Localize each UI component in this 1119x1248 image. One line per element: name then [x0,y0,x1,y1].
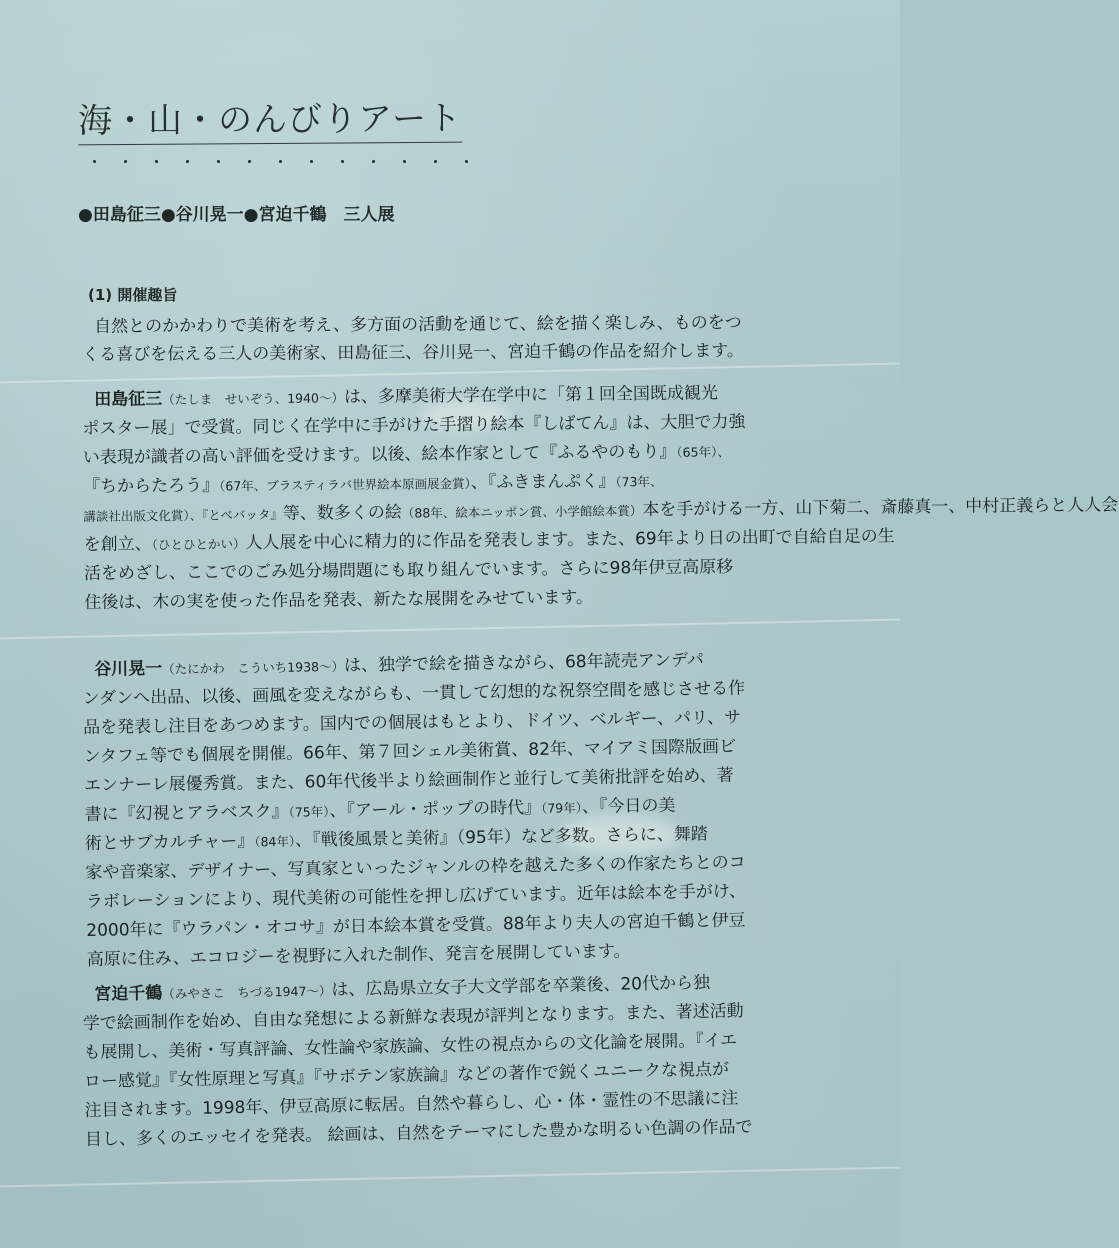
text-line: 学で絵画制作を始め、自由な発想による新鮮な表現が評判となります。また、著述活動 [82,1001,744,1034]
artist-reading: （たしま せいぞう、1940〜） [162,390,345,408]
text-line: 自然とのかかわりで美術を考え、多方面の活動を通じて、絵を描く楽しみ、ものをつ [94,312,742,337]
decorative-dots: ・・・・・・・・・・・・・ [86,153,489,173]
text-line: 高原に住み、エコロジーを視野に入れた制作、発言を展開しています。 [86,941,631,970]
section-heading: (1) 開催趣旨 [88,286,178,304]
text-line: を創立、（ひとひとかい）人人展を中心に精力的に作品を発表します。また、69年より日の出町で自給自足の生 [83,526,895,555]
text-line: 品を発表し注目をあつめます。国内での個展はもとより、ドイツ、ベルギー、パリ、サ [82,707,742,738]
text-line: 注目されます。1998年、伊豆高原に転居。自然や暮らし、心・体・霊性の不思議に注 [84,1088,739,1121]
text-line: ンダンへ出品、以後、画風を変えながらも、一貫して幻想的な祝祭空間を感じさせる作 [82,678,746,709]
artist-name: 田島征三 [94,389,163,410]
text-line: ロー感覚』『女性原理と写真』『サボテン家族論』などの著作で鋭くユニークな視点が [83,1059,730,1092]
text-line: 書に『幻視とアラベスク』（75年）、『アール・ポップの時代』（79年）、『今日の美 [84,795,676,825]
paper-fold [0,1167,900,1188]
text-line: 谷川晃一（たにかわ こういち1938〜）は、独学で絵を描きながら、68年読売アンデパ [94,650,705,680]
artist-reading: （たにかわ こういち1938〜） [162,658,345,677]
text-line: 田島征三（たしま せいぞう、1940〜）は、多摩美術大学在学中に「第１回全国既成観光 [94,383,719,410]
intro-paragraph [82,307,822,365]
text-line: 宮迫千鶴（みやさこ ちづる1947〜）は、広島県立女子大文学部を卒業後、20代から独 [94,972,711,1005]
text-line: くる喜びを伝える三人の美術家、田島征三、谷川晃一、宮迫千鶴の作品を紹介します。 [82,340,744,365]
artist-name: 宮迫千鶴 [94,983,163,1005]
text-line: ンタフェ等でも個展を開催。66年、第７回シェル美術賞、82年、マイアミ国際版画ビ [83,736,737,767]
text-line: 家や音楽家、デザイナー、写真家といったジャンルの枠を越えた多くの作家たちとのコ [85,852,746,883]
text-line: エンナーレ展優秀賞。また、60年代後半より絵画制作と並行して美術批評を始め、著 [83,765,734,796]
text-line: 『ちからたろう』（67年、ブラスティラバ世界絵本原画展金賞）、『ふきまんぷく』（73年、 [82,471,663,497]
exhibition-subtitle: ●田島征三●谷川晃一●宮迫千鶴 三人展 [78,205,395,225]
text-line: 術とサブカルチャー』（84年）、『戦後風景と美術』（95年）など多数。さらに、舞踏 [84,824,708,854]
text-line: ポスター展」で受賞。同じく在学中に手がけた手摺り絵本『しばてん』は、大胆で力強 [82,412,746,439]
text-line: 目し、多くのエッセイを発表。 絵画は、自然をテーマにした豊かな明るい色調の作品で [84,1117,753,1150]
page-title: 海・山・のんびりアート [78,91,462,146]
text-line: 2000年に『ウラパン・オコサ』が日本絵本賞を受賞。88年より夫人の宮迫千鶴と伊豆 [86,910,746,941]
text-line: 住後は、木の実を使った作品を発表、新たな展開をみせています。 [84,587,594,613]
text-line: い表現が識者の高い評価を受けます。以後、絵本作家として『ふるやのもり』（65年）、 [82,441,730,468]
paper-fold [0,619,900,640]
text-line: 講談社出版文化賞）、『とべバッタ』等、数多くの絵（88年、絵本ニッポン賞、小学館絵本賞）本を手がける一方、山下菊二、斎藤真一、中村正義らと人人会 [83,495,1119,524]
text-line: も展開し、美術・写真評論、女性論や家族論、女性の視点からの文化論を展開。『イエ [83,1030,738,1063]
tanikawa-paragraph [82,643,822,970]
text-line: 活をめざし、ここでのごみ処分場問題にも取り組んでいます。さらに98年伊豆高原移 [83,557,734,584]
text-line: ラボレーションにより、現代美術の可能性を押し広げています。近年は絵本を手がけ、 [85,881,747,912]
artist-name: 谷川晃一 [94,658,163,680]
artist-reading: （みやさこ ちづる1947〜） [162,983,332,1002]
